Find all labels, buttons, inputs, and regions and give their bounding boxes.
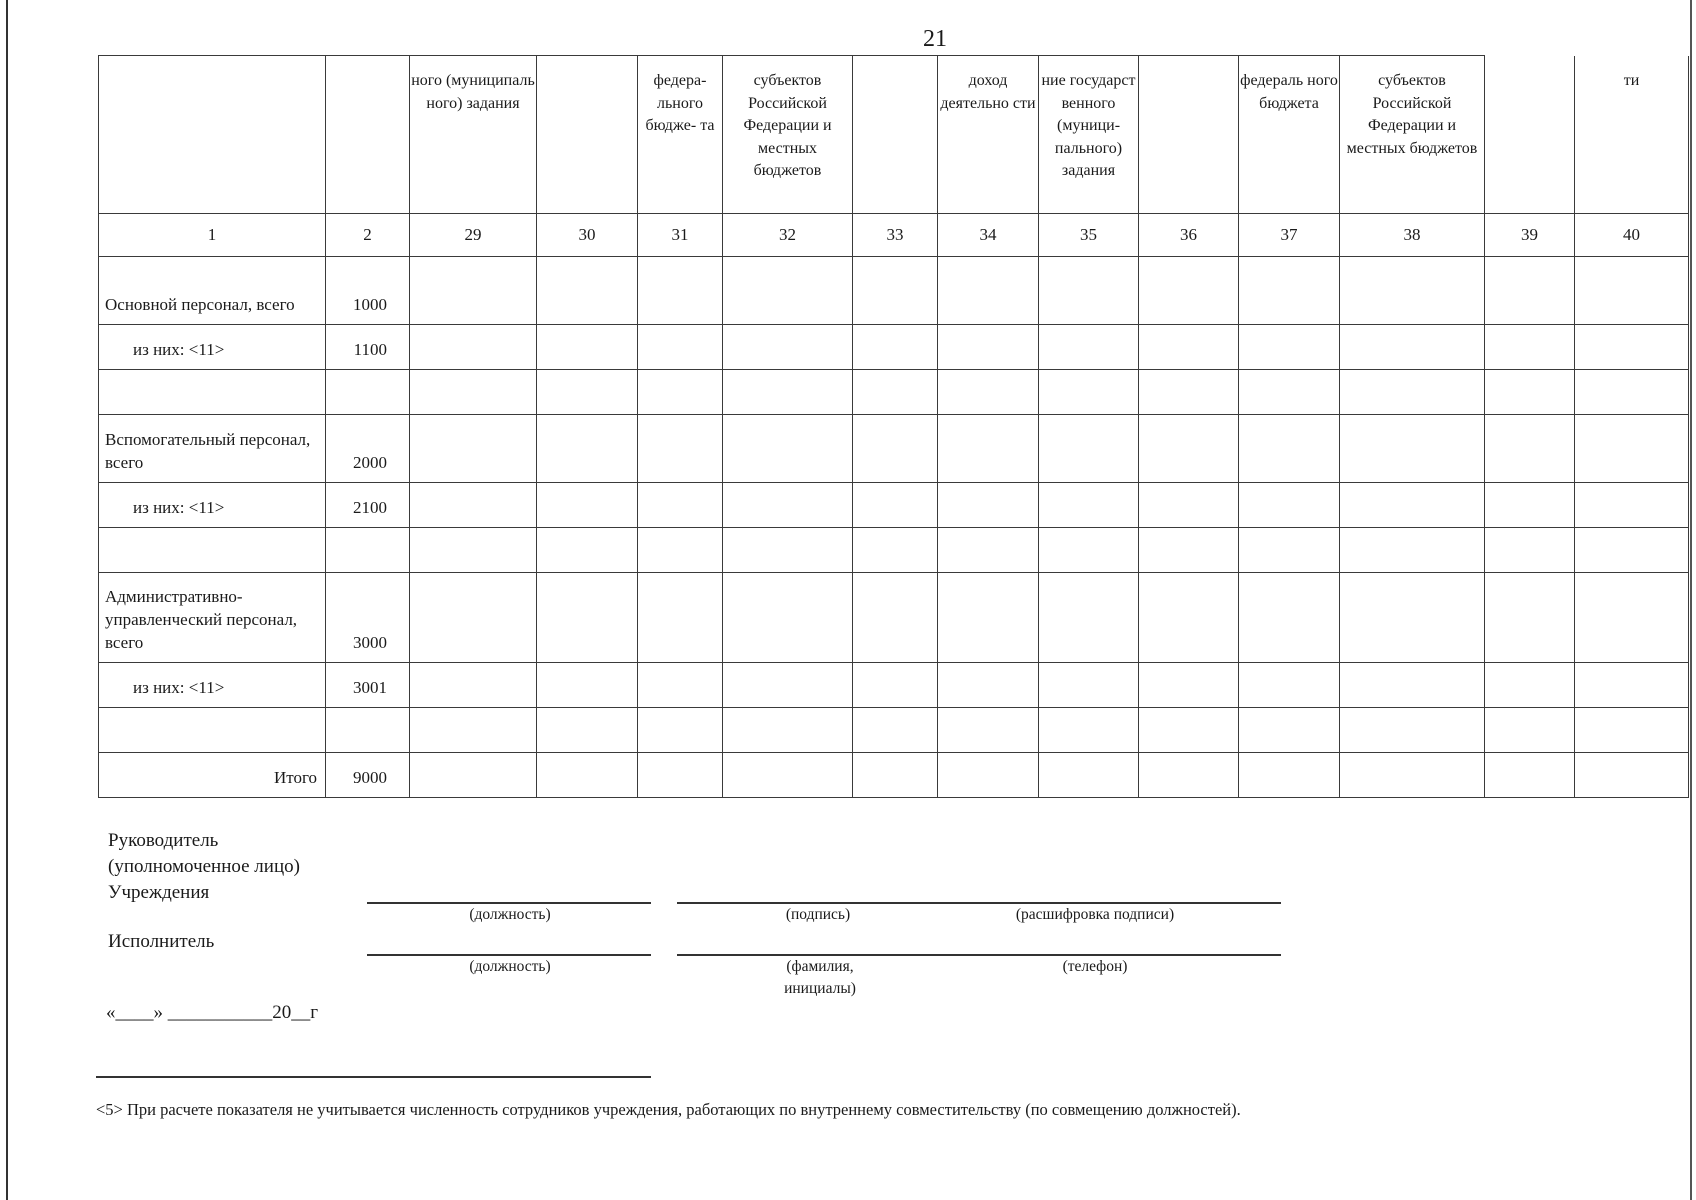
head-line-3: Учреждения — [108, 882, 210, 903]
caption-position-2: (должность) — [469, 958, 551, 975]
caption-signature: (подпись) — [785, 906, 851, 923]
caption-name-line-1: (фамилия, — [786, 958, 854, 975]
executor-label: Исполнитель — [108, 931, 215, 952]
header-cell: субъектов Российской Федерации и местных бюджетов — [723, 56, 853, 214]
header-cell — [1485, 56, 1575, 214]
table-row — [99, 325, 1689, 370]
date-field: «____» ___________20__г — [106, 1002, 319, 1023]
row-code: 1000 — [326, 257, 410, 325]
column-number: 35 — [1039, 214, 1139, 257]
column-number: 30 — [537, 214, 638, 257]
column-number: 31 — [638, 214, 723, 257]
table-row — [99, 370, 1689, 415]
row-label — [99, 708, 326, 753]
staff-table — [98, 55, 1689, 798]
table-row — [99, 663, 1689, 708]
head-signature-title — [108, 828, 300, 906]
row-code: 2000 — [326, 415, 410, 483]
caption-name-line-2: инициалы) — [784, 980, 856, 997]
head-line-1: Руководитель — [108, 830, 219, 851]
row-code: 2100 — [326, 483, 410, 528]
row-label — [99, 528, 326, 573]
header-cell — [326, 56, 410, 214]
column-number: 39 — [1485, 214, 1575, 257]
table-row — [99, 483, 1689, 528]
page-left-edge — [6, 0, 8, 1200]
footnote: <5> При расчете показателя не учитывается численность сотрудников учреждения, работающих по внутреннему совместительству (по совмещению должностей). — [96, 1100, 1241, 1119]
caption-name — [740, 956, 900, 1000]
page-right-edge — [1690, 0, 1692, 1200]
header-cell: ти — [1575, 56, 1689, 214]
header-cell — [853, 56, 938, 214]
table-row — [99, 573, 1689, 663]
column-number: 38 — [1340, 214, 1485, 257]
header-cell: доход деятельно сти — [938, 56, 1039, 214]
table-row — [99, 708, 1689, 753]
row-label — [99, 370, 326, 415]
page-number: 21 — [923, 26, 947, 52]
head-line-2: (уполномоченное лицо) — [108, 856, 300, 877]
column-number: 37 — [1239, 214, 1340, 257]
column-number: 1 — [99, 214, 326, 257]
row-label: Итого — [99, 753, 326, 798]
column-number: 32 — [723, 214, 853, 257]
header-cell: ного (муниципаль ного) задания — [410, 56, 537, 214]
row-code — [326, 708, 410, 753]
row-code — [326, 528, 410, 573]
column-number: 36 — [1139, 214, 1239, 257]
caption-phone: (телефон) — [1062, 958, 1128, 975]
header-cell: федераль ного бюджета — [1239, 56, 1340, 214]
row-label: Административно-управленческий персонал, всего — [99, 573, 326, 663]
column-number: 33 — [853, 214, 938, 257]
header-cell: ние государст венного (муници- пального) задания — [1039, 56, 1139, 214]
table-row — [99, 415, 1689, 483]
caption-position: (должность) — [469, 906, 551, 923]
row-code: 1100 — [326, 325, 410, 370]
caption-decoding: (расшифровка подписи) — [1015, 906, 1175, 923]
row-label: из них: <11> — [99, 325, 326, 370]
column-number-row — [99, 214, 1689, 257]
row-code — [326, 370, 410, 415]
column-number: 2 — [326, 214, 410, 257]
row-label: Вспомогательный персонал, всего — [99, 415, 326, 483]
row-label: из них: <11> — [99, 663, 326, 708]
header-cell — [99, 56, 326, 214]
column-number: 34 — [938, 214, 1039, 257]
header-cell — [1139, 56, 1239, 214]
row-label: из них: <11> — [99, 483, 326, 528]
row-code: 3001 — [326, 663, 410, 708]
header-row — [99, 56, 1689, 214]
row-code: 3000 — [326, 573, 410, 663]
column-number: 40 — [1575, 214, 1689, 257]
row-label: Основной персонал, всего — [99, 257, 326, 325]
header-cell — [537, 56, 638, 214]
total-row — [99, 753, 1689, 798]
row-code: 9000 — [326, 753, 410, 798]
header-cell: федера- льного бюдже- та — [638, 56, 723, 214]
table-row — [99, 528, 1689, 573]
table-row — [99, 257, 1689, 325]
column-number: 29 — [410, 214, 537, 257]
header-cell: субъектов Российской Федерации и местных бюджетов — [1340, 56, 1485, 214]
footnote-separator — [96, 1076, 651, 1078]
